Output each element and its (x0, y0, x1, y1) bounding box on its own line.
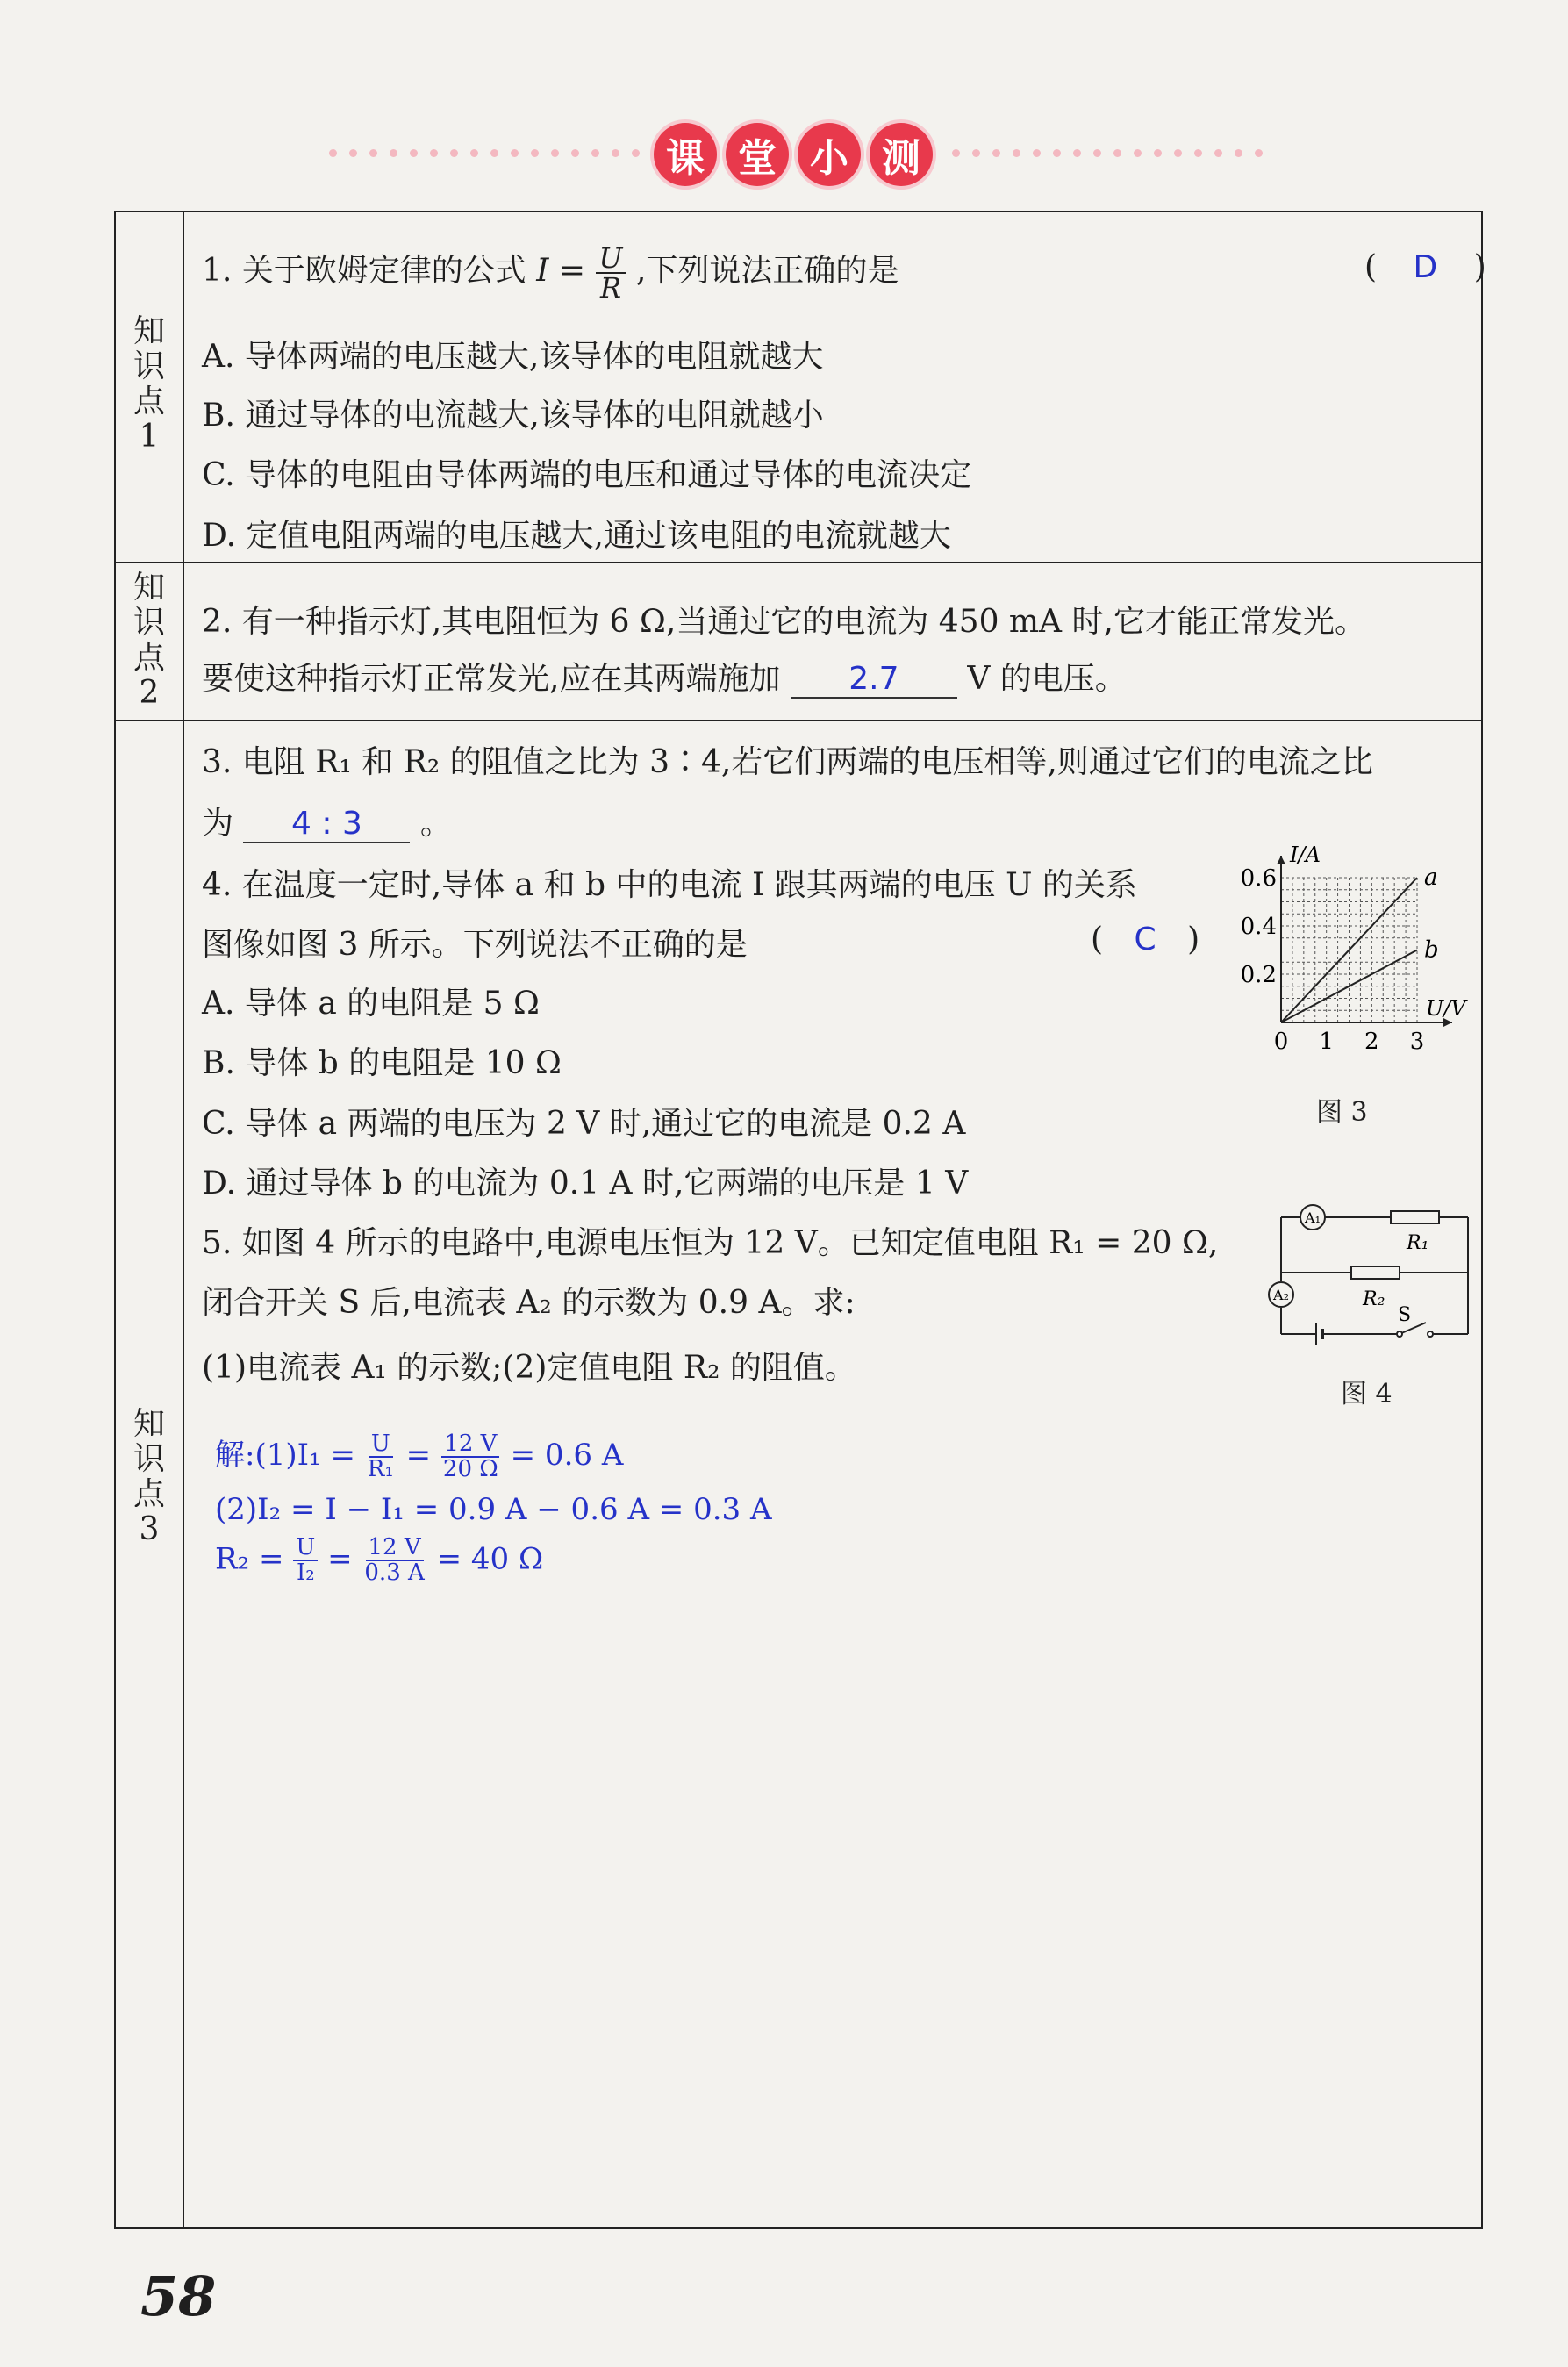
q1-answer: D (1413, 249, 1438, 285)
q5-line3: (1)电流表 A₁ 的示数;(2)定值电阻 R₂ 的阻值。 (202, 1350, 856, 1386)
x-axis-label: U/V (1426, 996, 1466, 1021)
q1-option: B. 通过导体的电流越大,该导体的电阻就越小 (202, 398, 824, 434)
q4-line1: 4. 在温度一定时,导体 a 和 b 中的电流 I 跟其两端的电压 U 的关系 (202, 867, 1137, 903)
a2-label: A₂ (1273, 1287, 1289, 1303)
q5-line1: 5. 如图 4 所示的电路中,电源电压恒为 12 V。已知定值电阻 R₁ = 20 Ω, (202, 1225, 1219, 1261)
q1-option: A. 导体两端的电压越大,该导体的电阻就越大 (202, 339, 824, 375)
figure-4-caption: 图 4 (1341, 1379, 1393, 1409)
switch-label: S (1398, 1304, 1412, 1326)
q4-line2: 图像如图 3 所示。下列说法不正确的是 (202, 927, 748, 963)
series-label-b: b (1424, 936, 1439, 964)
section-title (654, 123, 933, 186)
solution-line-3: R₂ = $\frac{U}{\text{I₂}}$ = $\frac{12 V}{0.3 A}$ = 40 Ω (215, 1534, 544, 1587)
knowledge-point-2-label: 知 识 点 2 (132, 570, 165, 711)
q4-answer: C (1134, 922, 1156, 958)
title-char: 测 (870, 123, 933, 186)
q3-answer: 4 : 3 (243, 806, 410, 843)
label-column (114, 211, 184, 2229)
q1-formula-fraction: $\frac{U}{R}$ (596, 244, 626, 302)
x-tick-label: 2 (1364, 1029, 1379, 1055)
q4-option: B. 导体 b 的电阻是 10 Ω (202, 1045, 562, 1081)
q1-option: D. 定值电阻两端的电压越大,通过该电阻的电流就越大 (202, 518, 951, 554)
y-tick-label: 0.6 (1240, 865, 1277, 892)
header-dots-right (952, 149, 1263, 161)
r2-label: R₂ (1363, 1288, 1385, 1310)
r1-label: R₁ (1407, 1232, 1429, 1254)
q2-answer: 2.7 (791, 661, 957, 699)
q4-option: C. 导体 a 两端的电压为 2 V 时,通过它的电流是 0.2 A (202, 1106, 966, 1142)
y-axis-label: I/A (1290, 843, 1321, 867)
q3-line2: 为 4 : 3 。 (202, 806, 452, 842)
a1-label: A₁ (1305, 1209, 1321, 1226)
title-char: 小 (798, 123, 861, 186)
figure-4-circuit (1250, 1198, 1479, 1347)
page-number: 58 (140, 2264, 217, 2328)
figure-3-chart (1211, 843, 1474, 1066)
solution-line-1: 解:(1)I₁ = $\frac{U}{\text{R₁}}$ = $\frac{12 V}{20 \Omega}$ = 0.6 A (215, 1430, 624, 1482)
resistor-r1 (1391, 1211, 1439, 1223)
y-tick-label: 0.4 (1240, 914, 1277, 940)
x-tick-label: 3 (1409, 1029, 1425, 1055)
q3-line1: 3. 电阻 R₁ 和 R₂ 的阻值之比为 3∶4,若它们两端的电压相等,则通过它们的电流之比 (202, 744, 1373, 780)
series-label-a: a (1424, 864, 1438, 891)
header-dots-left (329, 149, 640, 161)
title-char: 课 (654, 123, 717, 186)
y-tick-label: 0.2 (1240, 962, 1277, 988)
knowledge-point-1-label: 知 识 点 1 (132, 313, 165, 455)
x-tick-label: 0 (1273, 1029, 1289, 1055)
q4-answer-bracket: ( C ) (1091, 922, 1200, 958)
q1-answer-bracket: ( D ) (1364, 249, 1486, 285)
q5-line2: 闭合开关 S 后,电流表 A₂ 的示数为 0.9 A。求: (202, 1285, 856, 1321)
q2-line1: 2. 有一种指示灯,其电阻恒为 6 Ω,当通过它的电流为 450 mA 时,它才能正常发光。 (202, 604, 1366, 640)
x-tick-label: 1 (1319, 1029, 1334, 1055)
q2-line2: 要使这种指示灯正常发光,应在其两端施加 2.7 V 的电压。 (202, 661, 1127, 697)
y-axis-arrow (1277, 856, 1285, 864)
q4-option: D. 通过导体 b 的电流为 0.1 A 时,它两端的电压是 1 V (202, 1166, 969, 1201)
row-divider (114, 720, 1483, 721)
row-divider (114, 562, 1483, 563)
q1-option: C. 导体的电阻由导体两端的电压和通过导体的电流决定 (202, 457, 972, 493)
q1-stem: 1. 关于欧姆定律的公式 I = $\frac{U}{R}$ ,下列说法正确的是 (202, 241, 899, 305)
solution-line-2: (2)I₂ = I − I₁ = 0.9 A − 0.6 A = 0.3 A (215, 1492, 772, 1527)
figure-3-caption: 图 3 (1316, 1097, 1368, 1128)
resistor-r2 (1351, 1266, 1400, 1279)
title-char: 堂 (726, 123, 789, 186)
knowledge-point-3-label: 知 识 点 3 (132, 1406, 165, 1547)
q4-option: A. 导体 a 的电阻是 5 Ω (202, 986, 540, 1022)
